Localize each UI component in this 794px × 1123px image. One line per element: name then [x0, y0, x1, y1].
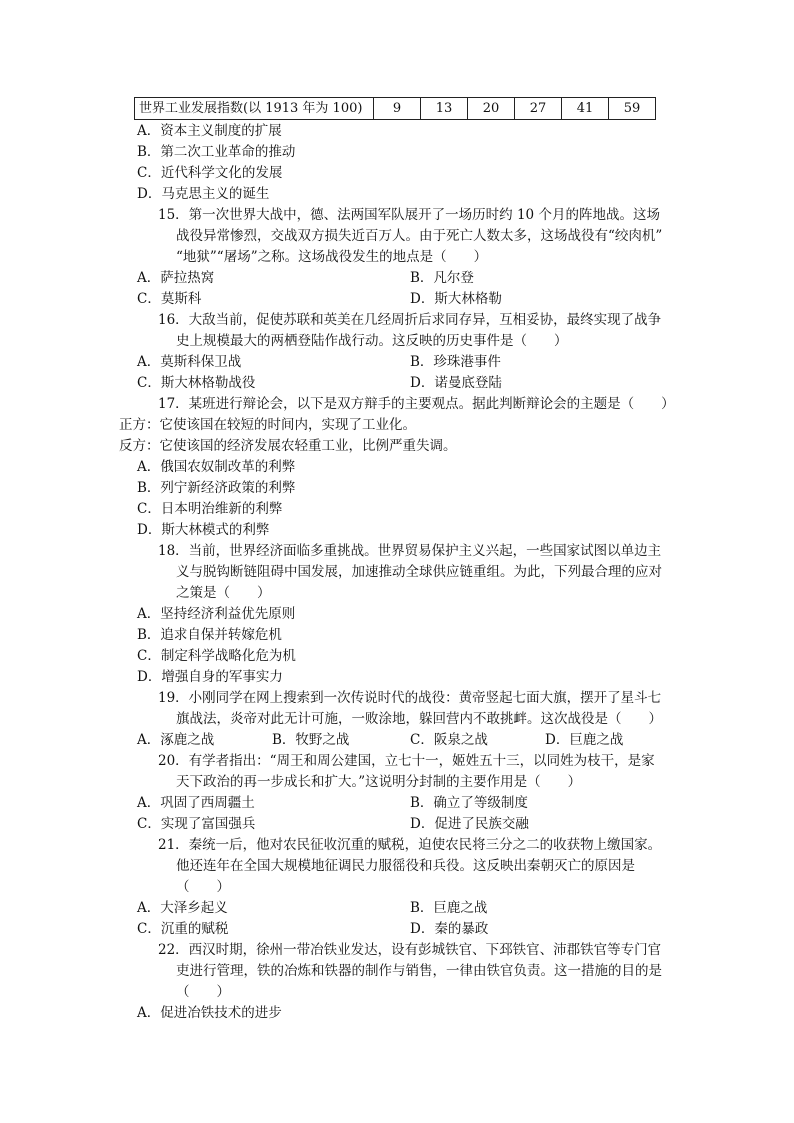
q17-option-c: C．日本明治维新的利弊: [137, 501, 283, 517]
q20-stem-line: 天下政治的再一步成长和扩大。”这说明分封制的主要作用是（ ）: [176, 774, 582, 790]
q19-stem-line: 旗战法，炎帝对此无计可施，一败涂地，躲回营内不敢挑衅。这次战役是（ ）: [176, 711, 662, 727]
q21-option-c: C．沉重的赋税: [137, 921, 229, 937]
q15-option-c: C．莫斯科: [137, 291, 202, 307]
industry-index-table: [134, 97, 656, 120]
q14-option-a: A．资本主义制度的扩展: [137, 123, 282, 139]
q22-stem-line: 22．西汉时期，徐州一带冶铁业发达，设有彭城铁官、下邳铁官、沛郡铁官等专门官: [158, 942, 662, 958]
q18-option-a: A．坚持经济利益优先原则: [137, 606, 296, 622]
q20-option-a: A．巩固了西周疆土: [137, 795, 255, 811]
q15-option-d: D．斯大林格勒: [410, 291, 502, 307]
q17-option-b: B．列宁新经济政策的利弊: [137, 480, 296, 496]
q15-stem-line: 战役异常惨烈，交战双方损失近百万人。由于死亡人数太多，这场战役有“绞肉机”: [176, 228, 663, 244]
q21-option-d: D．秦的暴政: [410, 921, 489, 937]
q14-option-b: B．第二次工业革命的推动: [137, 144, 296, 160]
q16-stem-line: 16．大敌当前，促使苏联和英美在几经周折后求同存异，互相妥协，最终实现了战争: [158, 312, 662, 328]
q21-option-a: A．大泽乡起义: [137, 900, 228, 916]
q17-option-d: D．斯大林模式的利弊: [137, 522, 270, 538]
q15-stem-line: “地狱”“屠场”之称。这场战役发生的地点是（ ）: [176, 249, 488, 265]
q22-option-a: A．促进冶铁技术的进步: [137, 1005, 282, 1021]
q16-option-b: B．珍珠港事件: [410, 354, 501, 370]
q18-stem-line: 18．当前，世界经济面临多重挑战。世界贸易保护主义兴起，一些国家试图以单边主: [158, 543, 662, 559]
q20-option-b: B．确立了等级制度: [410, 795, 528, 811]
q18-stem-line: 义与脱钩断链阻碍中国发展，加速推动全球供应链重组。为此，下列最合理的应对: [176, 564, 662, 580]
table-cell: 41: [562, 98, 609, 120]
q22-stem-line: （ ）: [176, 984, 230, 1000]
table-label: 世界工业发展指数(以 1913 年为 100): [135, 98, 374, 120]
q17-negative: 反方：它使该国的经济发展农轻重工业，比例严重失调。: [119, 438, 457, 454]
q20-option-c: C．实现了富国强兵: [137, 816, 256, 832]
q16-stem-line: 史上规模最大的两栖登陆作战行动。这反映的历史事件是（ ）: [176, 333, 568, 349]
q15-stem-line: 15．第一次世界大战中，德、法两国军队展开了一场历时约 10 个月的阵地战。这场: [158, 207, 660, 223]
q17-option-a: A．俄国农奴制改革的利弊: [137, 459, 296, 475]
q21-stem-line: （ ）: [176, 879, 230, 895]
q16-option-c: C．斯大林格勒战役: [137, 375, 256, 391]
q20-stem-line: 20．有学者指出：“周王和周公建国，立七十一，姬姓五十三，以同姓为枝干，是家: [158, 753, 655, 769]
q19-option-b: B．牧野之战: [272, 732, 350, 748]
q18-option-d: D．增强自身的军事实力: [137, 669, 283, 685]
q15-option-a: A．萨拉热窝: [137, 270, 215, 286]
table-row: [135, 98, 656, 120]
q18-option-c: C．制定科学战略化危为机: [137, 648, 296, 664]
table-cell: 9: [374, 98, 421, 120]
q15-option-b: B．凡尔登: [410, 270, 474, 286]
q14-option-d: D．马克思主义的诞生: [137, 186, 270, 202]
q19-stem-line: 19．小刚同学在网上搜索到一次传说时代的战役：黄帝竖起七面大旗，摆开了星斗七: [158, 690, 662, 706]
q21-option-b: B．巨鹿之战: [410, 900, 488, 916]
q16-option-d: D．诺曼底登陆: [410, 375, 502, 391]
q18-option-b: B．追求自保并转嫁危机: [137, 627, 282, 643]
q21-stem-line: 21．秦统一后，他对农民征收沉重的赋税，迫使农民将三分之二的收获物上缴国家。: [158, 837, 662, 853]
table-cell: 20: [468, 98, 515, 120]
q19-option-d: D．巨鹿之战: [545, 732, 624, 748]
q17-stem-line: 17．某班进行辩论会，以下是双方辩手的主要观点。据此判断辩论会的主题是（ ）: [158, 396, 675, 412]
q19-option-c: C．阪泉之战: [410, 732, 488, 748]
q18-stem-line: 之策是（ ）: [176, 585, 271, 601]
table-cell: 13: [421, 98, 468, 120]
q19-option-a: A．涿鹿之战: [137, 732, 215, 748]
q20-option-d: D．促进了民族交融: [410, 816, 529, 832]
q16-option-a: A．莫斯科保卫战: [137, 354, 242, 370]
q17-affirmative: 正方：它使该国在较短的时间内，实现了工业化。: [119, 417, 416, 433]
table-cell: 27: [515, 98, 562, 120]
q21-stem-line: 他还连年在全国大规模地征调民力服徭役和兵役。这反映出秦朝灭亡的原因是: [176, 858, 635, 874]
q22-stem-line: 吏进行管理，铁的冶炼和铁器的制作与销售，一律由铁官负责。这一措施的目的是: [176, 963, 662, 979]
q14-option-c: C．近代科学文化的发展: [137, 165, 283, 181]
table-cell: 59: [609, 98, 656, 120]
